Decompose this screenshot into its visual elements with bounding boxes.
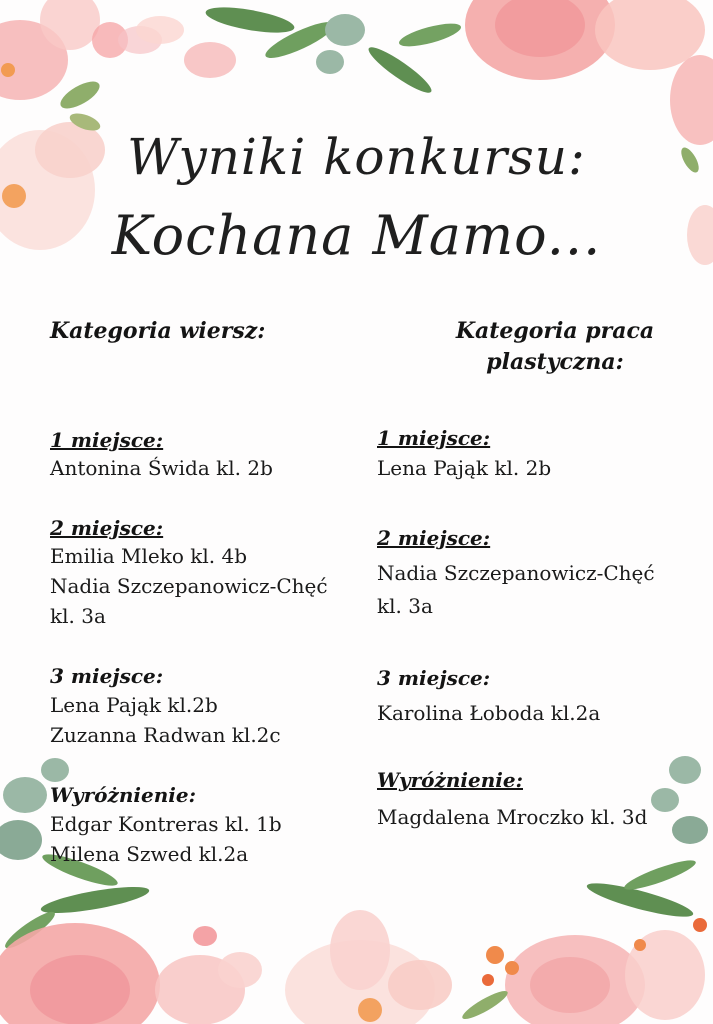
place-label: 2 miejsce: — [377, 526, 491, 550]
page-title-line1: Wyniki konkursu: — [127, 128, 586, 186]
winner-name: Magdalena Mroczko kl. 3d — [377, 805, 648, 829]
page-title-line2: Kochana Mamo... — [111, 204, 602, 267]
winner-name: Lena Pająk kl.2b — [50, 693, 218, 717]
winner-name: Karolina Łoboda kl.2a — [377, 701, 601, 725]
flower-bottom-right — [459, 756, 708, 1024]
winner-class: kl. 3a — [377, 594, 433, 618]
winner-name: Emilia Mleko kl. 4b — [50, 544, 248, 568]
winner-name: Antonina Świda kl. 2b — [50, 456, 273, 480]
winner-name: Edgar Kontreras kl. 1b — [50, 812, 282, 836]
winner-name: Nadia Szczepanowicz-Chęć — [377, 561, 655, 585]
category-heading-art-line2: plastyczna: — [486, 349, 624, 375]
place-label: 3 miejsce: — [50, 664, 164, 688]
winner-name: Milena Szwed kl.2a — [50, 842, 249, 866]
place-label: Wyróżnienie: — [50, 783, 196, 807]
winner-name: Zuzanna Radwan kl.2c — [50, 723, 281, 747]
winner-name: Lena Pająk kl. 2b — [377, 456, 552, 480]
place-label: 1 miejsce: — [50, 428, 164, 452]
flower-bottom-center — [285, 910, 452, 1024]
place-label: 1 miejsce: — [377, 426, 491, 450]
flower-bottom-left — [0, 923, 262, 1024]
place-label: 3 miejsce: — [377, 666, 491, 690]
winner-name: Nadia Szczepanowicz-Chęć — [50, 574, 328, 598]
category-heading-art-line1: Kategoria praca — [455, 318, 655, 344]
category-heading-art — [425, 316, 685, 378]
winner-class: kl. 3a — [50, 604, 106, 628]
place-label: 2 miejsce: — [50, 516, 164, 540]
place-label: Wyróżnienie: — [377, 768, 523, 792]
category-heading-poem: Kategoria wiersz: — [50, 318, 266, 344]
leaves-top — [136, 2, 463, 98]
